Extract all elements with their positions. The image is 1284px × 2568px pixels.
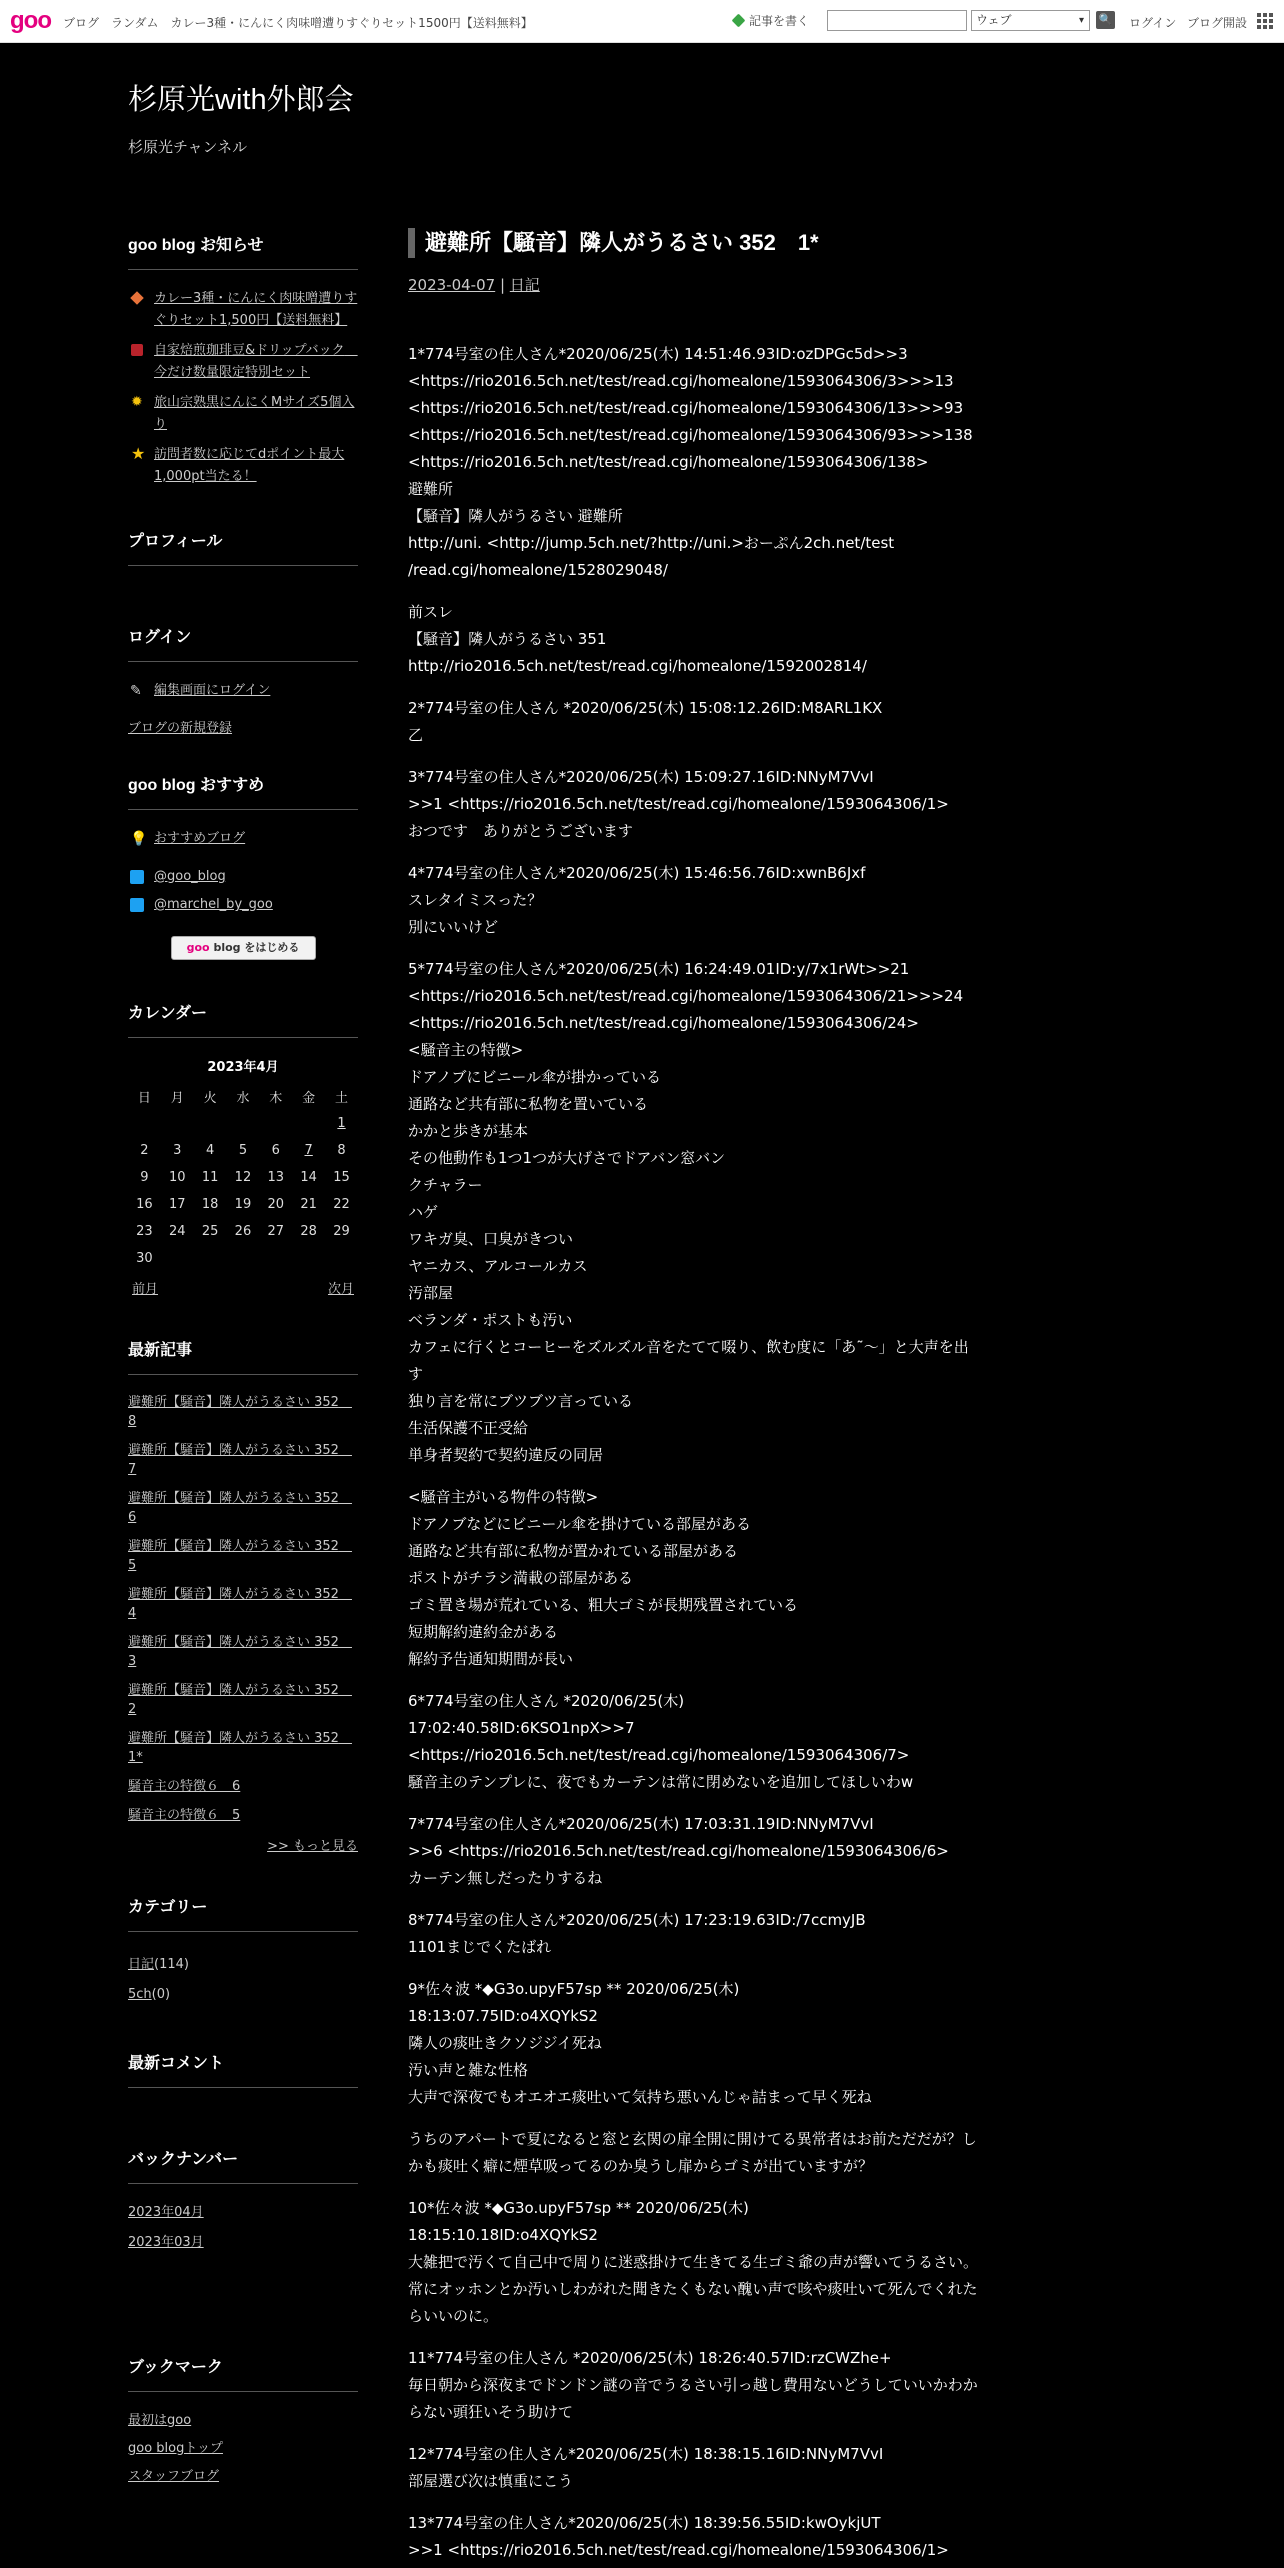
notice-section — [128, 232, 358, 488]
pencil-icon: ✎ — [130, 683, 142, 699]
recent-post-link[interactable]: 避難所【騒音】隣人がうるさい 352 3 — [128, 1635, 352, 1669]
cup-icon — [131, 344, 143, 356]
recent-post-link[interactable]: 避難所【騒音】隣人がうるさい 352 7 — [128, 1443, 352, 1477]
search-scope-value: ウェブ — [976, 13, 1012, 27]
calendar-day — [161, 1245, 194, 1272]
backnumber-heading: バックナンバー — [128, 2146, 358, 2184]
calendar-day: 18 — [201, 1197, 219, 1212]
calendar-day: 2 — [140, 1143, 149, 1158]
calendar-day — [325, 1245, 358, 1272]
twitter-icon — [130, 898, 144, 912]
calendar-day: 19 — [234, 1197, 252, 1212]
bookmark-link[interactable]: goo blogトップ — [128, 2441, 223, 2456]
post-paragraph: 8*774号室の住人さん*2020/06/25(木) 17:23:19.63ID:/7ccmyJB 1101まじでくたばれ — [408, 1911, 866, 1956]
pen-icon — [732, 14, 746, 28]
calendar-week — [128, 1110, 358, 1137]
calendar-week — [128, 1164, 358, 1191]
recent-posts-heading: 最新記事 — [128, 1337, 358, 1375]
category-link[interactable]: 日記 — [128, 1957, 155, 1972]
backnumber-section — [128, 2146, 358, 2254]
calendar-day: 6 — [271, 1143, 280, 1158]
bookmark-link[interactable]: 最初はgoo — [128, 2413, 192, 2428]
backnumber-link[interactable]: 2023年03月 — [128, 2235, 204, 2250]
calendar-day: 9 — [140, 1170, 149, 1185]
post-paragraph: うちのアパートで夏になると窓と玄関の扉全開に開けてる異常者はお前ただだが？しかも痰吐く癖に煙草吸ってるのか臭うし扉からゴミが出ていますが？ — [408, 2130, 977, 2175]
post-paragraph: 前スレ 【騒音】隣人がうるさい 351 http://rio2016.5ch.net/test/read.cgi/homealone/1592002814/ — [408, 603, 867, 675]
calendar-prev-link[interactable]: 前月 — [132, 1282, 159, 1297]
post-paragraph: 7*774号室の住人さん*2020/06/25(木) 17:03:31.19ID:NNyM7VvI >>6 <https://rio2016.5ch.net/test/read.cgi/homealone/1593064306/6> カーテン無しだったりするね — [408, 1815, 949, 1887]
write-post-label: 記事を書く — [749, 14, 810, 28]
calendar-day: 22 — [333, 1197, 350, 1212]
notice-item[interactable]: 自家焙煎珈琲豆&ドリップバック 今だけ数量限定特別セット — [128, 340, 358, 384]
calendar-day: 21 — [300, 1197, 317, 1212]
bookmark-section — [128, 2354, 358, 2488]
more-posts-link[interactable]: >> もっと見る — [267, 1839, 358, 1854]
calendar-day: 20 — [267, 1197, 285, 1212]
comments-section — [128, 2050, 358, 2088]
calendar-day: 29 — [333, 1224, 350, 1239]
apps-grid-icon[interactable] — [1257, 13, 1273, 29]
calendar-weekday: 木 — [269, 1091, 283, 1106]
nav-promo-link[interactable]: カレー3種・にんにく肉味噌遭りすぐりセット1500円【送料無料】 — [170, 16, 533, 30]
register-blog-link[interactable]: ブログの新規登録 — [128, 721, 233, 736]
notice-item[interactable]: カレー3種・にんにく肉味噌遭りすぐりセット1,500円【送料無料】 — [128, 288, 358, 332]
calendar-day — [259, 1245, 292, 1272]
calendar-weekday: 土 — [335, 1091, 349, 1106]
calendar-next-link[interactable]: 次月 — [327, 1282, 354, 1297]
login-section — [128, 624, 358, 740]
calendar-weekday: 金 — [302, 1091, 316, 1106]
post-paragraph: <騒音主がいる物件の特徴> ドアノブなどにビニール傘を掛けている部屋がある 通路など共有部に私物が置かれている部屋がある ポストがチラシ満載の部屋がある ゴミ置き場が荒れている、粗大ゴミが長期残置されている 短期解約違約金がある 解約予告通知期間が長い — [408, 1488, 799, 1668]
calendar-day — [227, 1245, 260, 1272]
nav-random-link[interactable]: ランダム — [111, 16, 159, 30]
calendar-day — [128, 1110, 161, 1137]
login-heading: ログイン — [128, 624, 358, 662]
calendar-day — [292, 1245, 325, 1272]
category-link[interactable]: 5ch — [128, 1987, 152, 2002]
recent-post-link[interactable]: 騒音主の特徴６ 5 — [128, 1808, 241, 1823]
diamond-icon — [130, 291, 144, 305]
post-paragraph: 11*774号室の住人さん *2020/06/25(木) 18:26:40.57ID:rzCWZhe+ 毎日朝から深夜までドンドン謎の音でうるさい引っ越し費用ないどうしていいかわからない頭狂いそう助けて — [408, 2349, 978, 2421]
calendar-day — [259, 1110, 292, 1137]
open-blog-link[interactable]: ブログ開設 — [1187, 16, 1248, 30]
calendar-day: 11 — [201, 1170, 219, 1185]
sun-icon: ✹ — [131, 394, 143, 410]
calendar-week — [128, 1137, 358, 1164]
calendar-day: 27 — [267, 1224, 285, 1239]
post-date-link[interactable]: 2023-04-07 — [408, 276, 496, 294]
calendar-weekday: 月 — [170, 1091, 184, 1106]
categories-heading: カテゴリー — [128, 1894, 358, 1932]
star-icon: ★ — [131, 444, 146, 463]
calendar-day: 23 — [136, 1224, 153, 1239]
nav-blog-link[interactable]: ブログ — [63, 16, 100, 30]
post-paragraph: 6*774号室の住人さん *2020/06/25(木) 17:02:40.58ID:6KSO1npX>>7 <https://rio2016.5ch.net/test/read.cgi/homealone/1593064306/7> 騒音主のテンプレに、夜でもカーテンは常に閉めないを追加してほしいわw — [408, 1692, 914, 1791]
calendar-day: 16 — [136, 1197, 153, 1212]
post-paragraph: 3*774号室の住人さん*2020/06/25(木) 15:09:27.16ID:NNyM7VvI >>1 <https://rio2016.5ch.net/test/read.cgi/homealone/1593064306/1> おつです ありがとうございます — [408, 768, 949, 840]
blog-description: 杉原光チャンネル — [128, 138, 248, 156]
bookmark-heading: ブックマーク — [128, 2354, 358, 2392]
calendar-day: 3 — [173, 1143, 182, 1158]
categories-section — [128, 1894, 358, 2010]
blog-title[interactable]: 杉原光with外郎会 — [128, 84, 354, 116]
calendar-day[interactable]: 1 — [337, 1116, 346, 1131]
search-button[interactable] — [1096, 11, 1115, 29]
calendar-day: 15 — [333, 1170, 350, 1185]
calendar-day: 5 — [238, 1143, 248, 1158]
login-link[interactable]: ログイン — [1129, 16, 1177, 30]
recent-post-link[interactable]: 避難所【騒音】隣人がうるさい 352 2 — [128, 1683, 352, 1717]
post-paragraph: 9*佐々波 *◆G3o.upyF57sp ** 2020/06/25(木) 18:13:07.75ID:o4XQYkS2 隣人の痰吐きクソジジイ死ね 汚い声と雑な性格 大声で深夜でもオエオエ痰吐いて気持ち悪いんじゃ詰まって早く死ね — [408, 1980, 872, 2106]
calendar-day — [194, 1245, 227, 1272]
calendar-day: 4 — [205, 1143, 215, 1158]
calendar-week — [128, 1191, 358, 1218]
post-paragraph: 13*774号室の住人さん*2020/06/25(木) 18:39:56.55ID:kwOykjUT >>1 <https://rio2016.5ch.net/test/read.cgi/homealone/1593064306/1> — [408, 2514, 949, 2559]
global-nav — [63, 14, 533, 31]
recommend-heading: goo blog おすすめ — [128, 772, 358, 810]
recent-post-link[interactable]: 避難所【騒音】隣人がうるさい 352 6 — [128, 1491, 352, 1525]
write-post-button[interactable] — [732, 12, 809, 29]
recent-post-link[interactable]: 避難所【騒音】隣人がうるさい 352 8 — [128, 1395, 352, 1429]
post-paragraph: 10*佐々波 *◆G3o.upyF57sp ** 2020/06/25(木) 18:15:10.18ID:o4XQYkS2 大雑把で汚くて自己中で周りに迷惑掛けて生きてる生ゴミ爺の声が響いてうるさい。常にオッホンとか汚いしわがれた聞きたくもない醜い声で咳や痰吐いて死んでくれたらいいのに。 — [408, 2199, 979, 2325]
post-paragraph: 5*774号室の住人さん*2020/06/25(木) 16:24:49.01ID:y/7x1rWt>>21 <https://rio2016.5ch.net/test/read.cgi/homealone/1593064306/21>>>24 <https://rio2016.5ch.net/test/read.cgi/homealone/1593064306/24> <騒音主の特徴> ドアノブにビニール傘が掛かっている 通路など共有部に私物を置いている かかと歩きが基本 その他動作も1つ1つが大げさでドアバン窓バン クチャラー ハゲ ワキガ臭、口臭がきつい ヤニカス、アルコールカス 汚部屋 ベランダ・ポストも汚い カフェに行くとコーヒーをズルズル音をたてて啜り、飲む度に「あ˜～」と大声を出す 独り言を常にブツブツ言っている 生活保護不正受給 単身者契約で契約違反の同居 — [408, 960, 969, 1464]
lightbulb-icon: 💡 — [130, 831, 148, 847]
calendar-day: 13 — [267, 1170, 285, 1185]
calendar-day: 10 — [168, 1170, 186, 1185]
comments-heading: 最新コメント — [128, 2050, 358, 2088]
calendar-weekday: 火 — [203, 1091, 217, 1106]
recent-post-link[interactable]: 騒音主の特徴６ 6 — [128, 1779, 241, 1794]
calendar-day[interactable]: 7 — [304, 1143, 313, 1158]
post-paragraph: 4*774号室の住人さん*2020/06/25(木) 15:46:56.76ID:xwnB6Jxf スレタイミスった？ 別にいいけど — [408, 864, 866, 936]
chevron-down-icon: ▾ — [1078, 15, 1084, 26]
calendar-week — [128, 1245, 358, 1272]
twitter-goo-blog-link[interactable]: @goo_blog — [128, 866, 358, 888]
calendar-day — [194, 1110, 227, 1137]
profile-heading: プロフィール — [128, 528, 358, 566]
post-category-link[interactable]: 日記 — [509, 276, 540, 294]
calendar-week — [128, 1218, 358, 1245]
calendar-day: 24 — [168, 1224, 186, 1239]
profile-section — [128, 528, 358, 566]
post-paragraph: 1*774号室の住人さん*2020/06/25(木) 14:51:46.93ID:ozDPGc5d>>3 <https://rio2016.5ch.net/test/read.cgi/homealone/1593064306/3>>>13 <https://rio2016.5ch.net/test/read.cgi/homealone/1593064306/13>>>93 <https://rio2016.5ch.net/test/read.cgi/homealone/1593064306/93>>>138 <https://rio2016.5ch.net/test/read.cgi/homealone/1593064306/138> 避難所 【騒音】隣人がうるさい 避難所 http://uni. <http://jump.5ch.net/?http://uni.>おーぷん2ch.net/test /read.cgi/homealone/1528029048/ — [408, 345, 973, 579]
calendar-day: 25 — [201, 1224, 219, 1239]
recent-post-link[interactable]: 避難所【騒音】隣人がうるさい 352 4 — [128, 1587, 352, 1621]
calendar-day: 28 — [300, 1224, 317, 1239]
calendar-weekday: 日 — [137, 1091, 151, 1106]
goo-logo[interactable]: goo — [10, 7, 51, 34]
search-scope-select[interactable] — [971, 10, 1090, 31]
recommend-section — [128, 772, 358, 960]
recent-post-link[interactable]: 避難所【騒音】隣人がうるさい 352 1* — [128, 1731, 352, 1765]
recommended-blogs-link[interactable]: 💡 おすすめブログ — [130, 831, 246, 847]
calendar-section — [128, 1000, 358, 1297]
calendar-day — [292, 1110, 325, 1137]
backnumber-link[interactable]: 2023年04月 — [128, 2205, 204, 2220]
category-item: 5ch(0) — [128, 1987, 171, 2002]
search-input[interactable] — [827, 10, 967, 31]
notice-item[interactable]: ★ 訪問者数に応じてdポイント最大1,000pt当たる！ — [131, 444, 345, 484]
calendar-month: 2023年4月 — [207, 1060, 279, 1075]
calendar-day: 14 — [300, 1170, 317, 1185]
bookmark-link[interactable]: スタッフブログ — [128, 2469, 220, 2484]
main-content — [408, 228, 983, 2568]
calendar-table — [128, 1083, 358, 1272]
calendar-day: 30 — [136, 1251, 153, 1266]
calendar-day: 8 — [337, 1143, 346, 1158]
recent-post-link[interactable]: 避難所【騒音】隣人がうるさい 352 5 — [128, 1539, 352, 1573]
calendar-day: 26 — [234, 1224, 252, 1239]
post-title: 避難所【騒音】隣人がうるさい 352 1* — [408, 228, 983, 258]
global-header — [0, 0, 1284, 43]
notice-heading: goo blog お知らせ — [128, 232, 358, 270]
post-paragraph: 12*774号室の住人さん*2020/06/25(木) 18:38:15.16ID:NNyM7VvI 部屋選び次は慎重にこう — [408, 2445, 884, 2490]
calendar-heading: カレンダー — [128, 1000, 358, 1038]
edit-login-link[interactable]: ✎ 編集画面にログイン — [130, 683, 271, 699]
recent-posts-section — [128, 1337, 358, 1854]
start-blog-button[interactable]: goo blog をはじめる — [171, 936, 316, 960]
twitter-marchel-link[interactable]: @marchel_by_goo — [128, 894, 358, 916]
notice-item[interactable]: ✹ 旅山宗熟黒にんにくMサイズ5個入り — [131, 394, 355, 432]
post-paragraph: 2*774号室の住人さん *2020/06/25(木) 15:08:12.26ID:M8ARL1KX 乙 — [408, 699, 883, 744]
calendar-day — [161, 1110, 194, 1137]
post-body — [408, 341, 983, 2564]
calendar-day: 12 — [234, 1170, 252, 1185]
sidebar — [128, 232, 358, 2528]
calendar-day: 17 — [168, 1197, 186, 1212]
post-meta: 2023-04-07 | 日記 — [408, 276, 540, 294]
category-item: 日記(114) — [128, 1957, 189, 1972]
twitter-icon — [130, 870, 144, 884]
calendar-weekday: 水 — [236, 1091, 250, 1106]
calendar-day — [227, 1110, 260, 1137]
search-icon: 🔍 — [1098, 13, 1113, 26]
